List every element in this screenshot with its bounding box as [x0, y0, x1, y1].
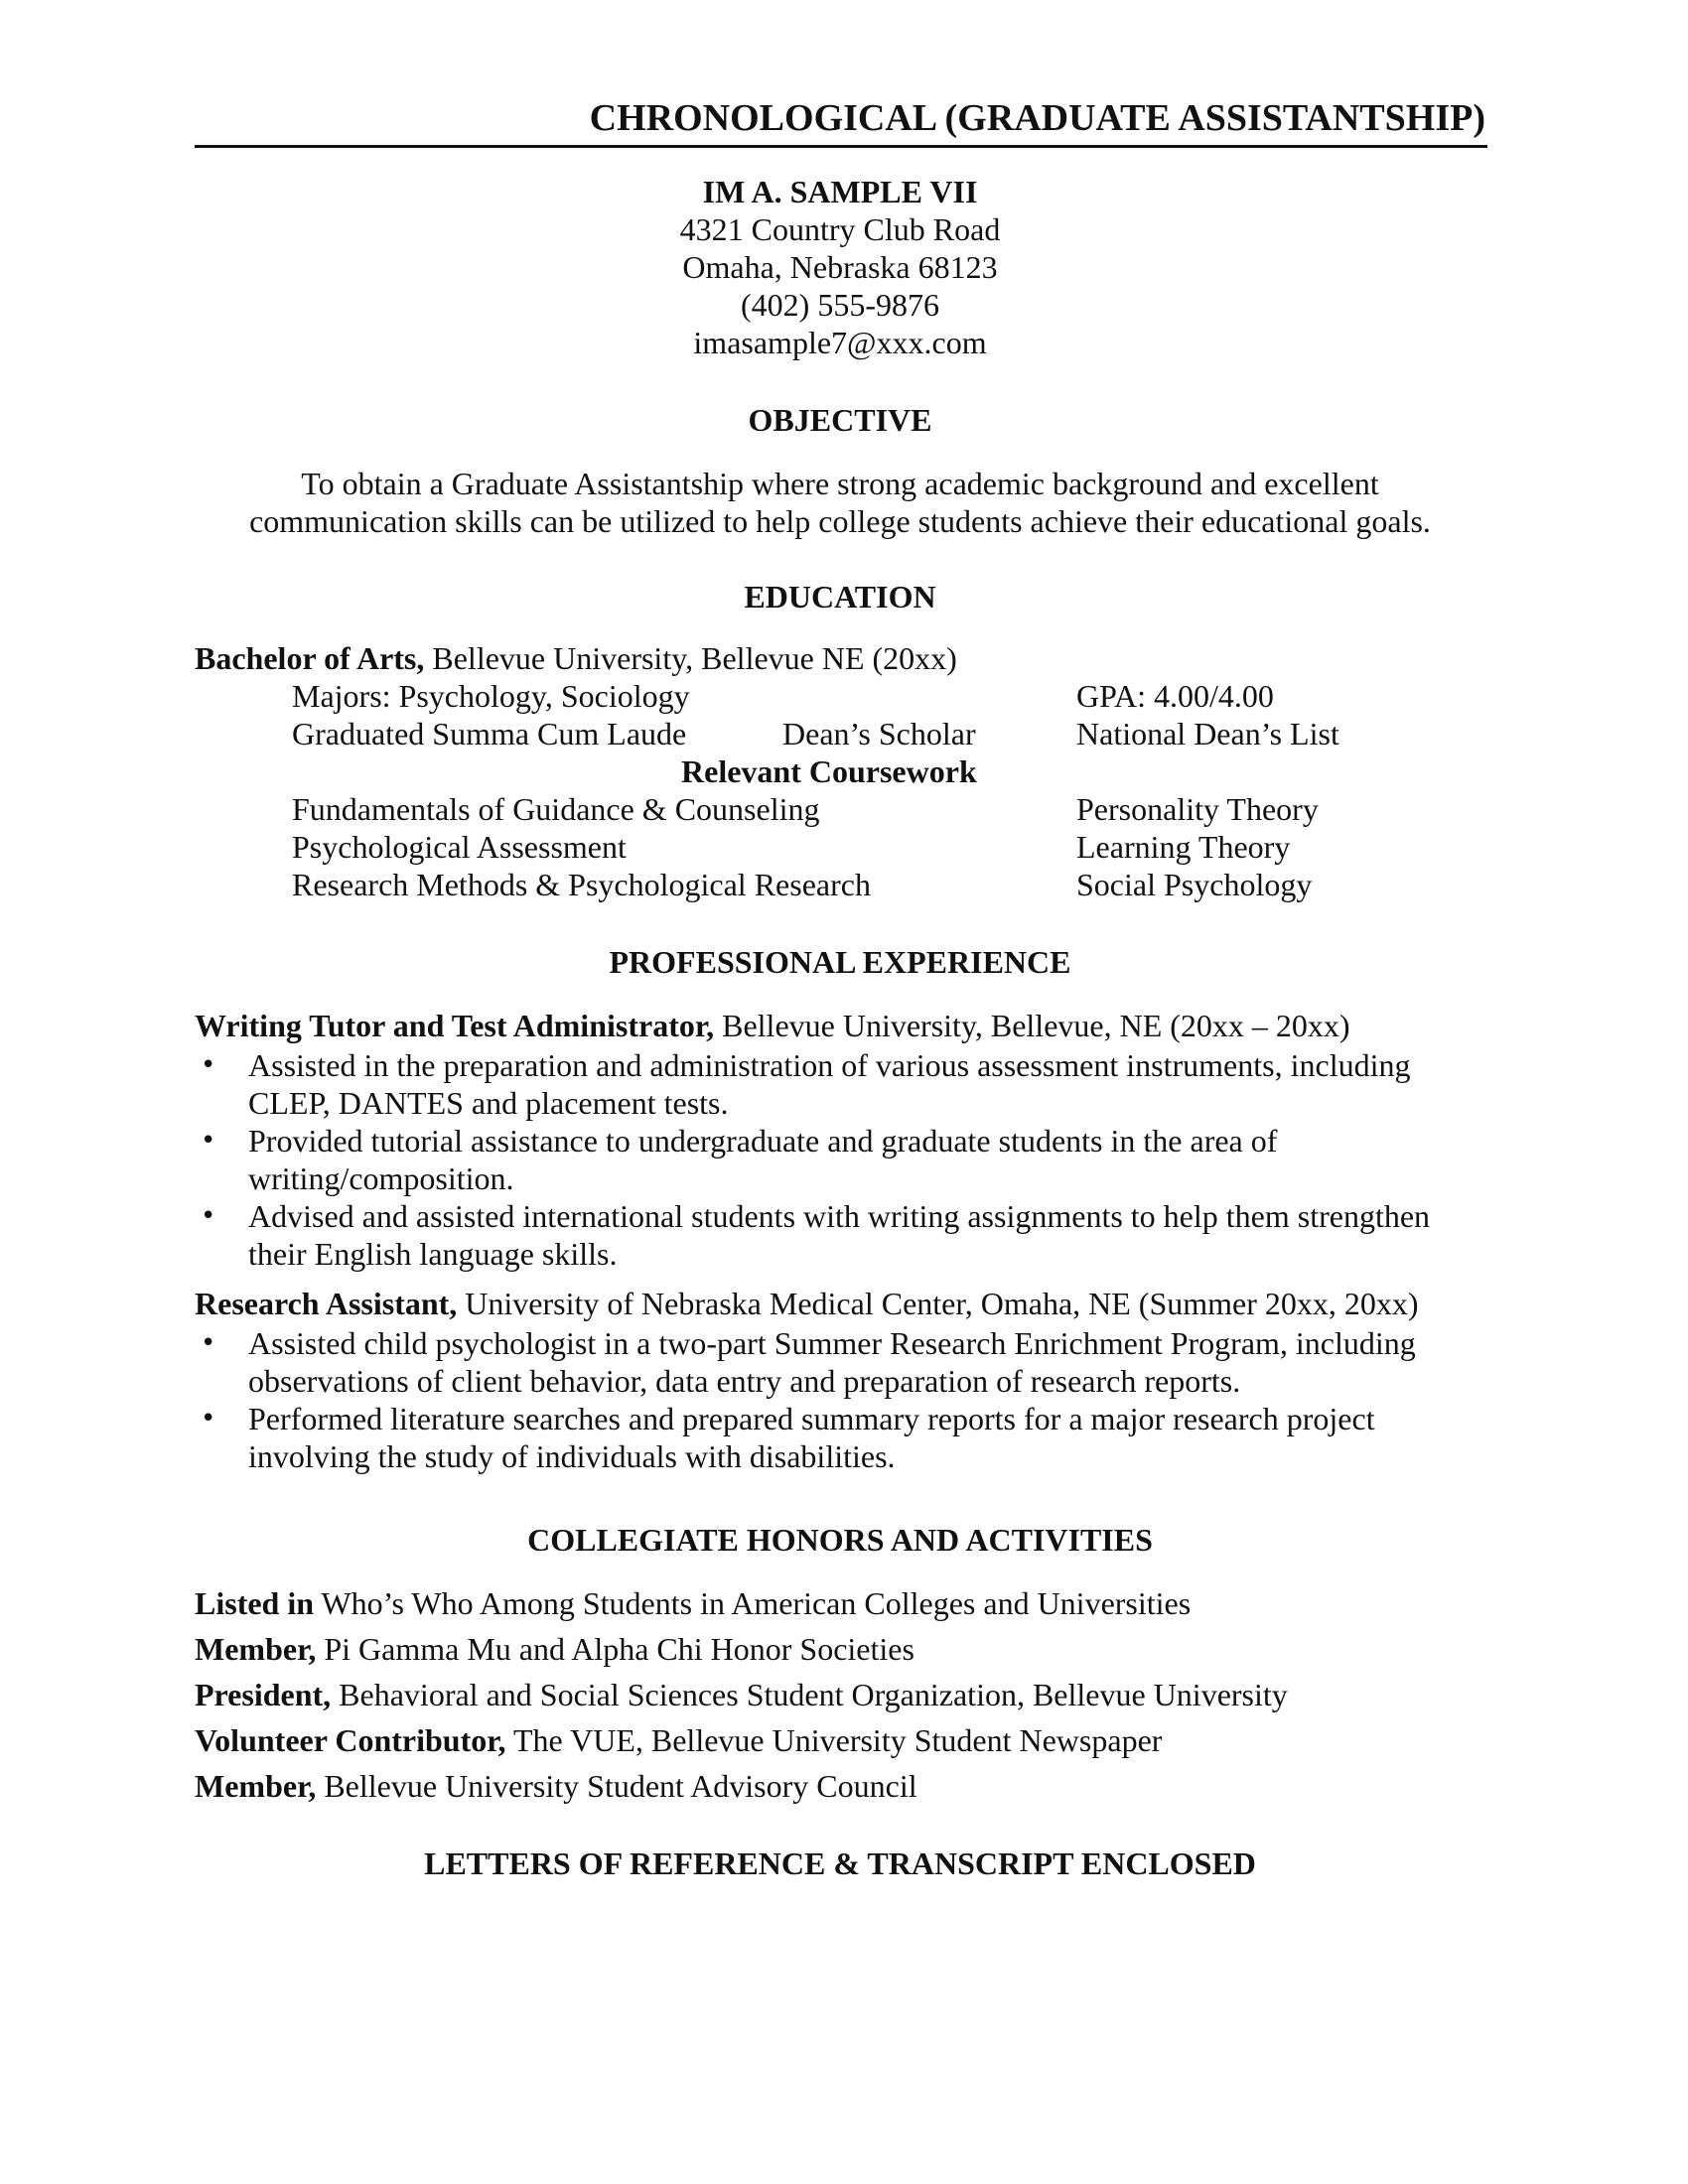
honor-label: Member, [195, 1768, 317, 1804]
honor-item [195, 1630, 914, 1668]
course-item: Psychological Assessment [292, 829, 627, 865]
bullet-text: involving the study of individuals with disabilities. [248, 1438, 896, 1474]
honor-item [195, 1721, 1162, 1759]
contact-details [195, 210, 1485, 361]
objective-heading: OBJECTIVE [748, 402, 932, 438]
bullet-text: Assisted in the preparation and administration of various assessment instruments, including [248, 1047, 1411, 1083]
honor-text: The VUE, Bellevue University Student Newspaper [512, 1722, 1163, 1758]
honor-summa-cum-laude: Graduated Summa Cum Laude [292, 716, 687, 751]
degree-school: Bellevue University, Bellevue NE (20xx) [432, 640, 957, 676]
honor-deans-scholar: Dean’s Scholar [782, 716, 976, 751]
job-header [195, 1007, 1350, 1044]
objective-line: To obtain a Graduate Assistantship where strong academic background and excellent [301, 466, 1379, 501]
bullet-text: Assisted child psychologist in a two-part Summer Research Enrichment Program, including [248, 1325, 1416, 1361]
honors-heading: COLLEGIATE HONORS AND ACTIVITIES [527, 1522, 1153, 1558]
closing-statement: LETTERS OF REFERENCE & TRANSCRIPT ENCLOSED [424, 1845, 1256, 1881]
honor-label: President, [195, 1677, 332, 1712]
degree-line [195, 639, 957, 677]
contact-phone: (402) 555-9876 [741, 287, 939, 323]
list-item [195, 1046, 1505, 1122]
bullet-text: observations of client behavior, data entry and preparation of research reports. [248, 1363, 1241, 1399]
job-organization: University of Nebraska Medical Center, Omaha, NE (Summer 20xx, 20xx) [465, 1286, 1419, 1321]
coursework-heading: Relevant Coursework [681, 753, 977, 789]
job-bullets [195, 1324, 1505, 1475]
bullet-icon: • [201, 1126, 216, 1156]
honor-text: Pi Gamma Mu and Alpha Chi Honor Societies [324, 1631, 914, 1667]
bullet-text: Advised and assisted international students with writing assignments to help them strengthen [248, 1198, 1431, 1234]
job-bullets [195, 1046, 1505, 1273]
honor-text: Behavioral and Social Sciences Student Organization, Bellevue University [339, 1677, 1288, 1712]
degree-name: Bachelor of Arts, [195, 640, 425, 676]
experience-heading: PROFESSIONAL EXPERIENCE [609, 944, 1071, 980]
document-title: CHRONOLOGICAL (GRADUATE ASSISTANTSHIP) [589, 97, 1485, 139]
list-item [195, 1324, 1505, 1400]
honor-label: Listed in [195, 1585, 315, 1621]
contact-name: IM A. SAMPLE VII [702, 174, 978, 209]
honor-item [195, 1676, 1288, 1713]
honor-label: Volunteer Contributor, [195, 1722, 506, 1758]
course-item: Social Psychology [1076, 867, 1313, 902]
list-item [195, 1122, 1505, 1197]
honor-text: Who’s Who Among Students in American Colleges and Universities [321, 1585, 1192, 1621]
majors: Majors: Psychology, Sociology [292, 678, 690, 714]
honor-text: Bellevue University Student Advisory Council [324, 1768, 917, 1804]
course-item: Fundamentals of Guidance & Counseling [292, 791, 820, 827]
job-header [195, 1285, 1419, 1322]
gpa: GPA: 4.00/4.00 [1076, 678, 1274, 714]
contact-city: Omaha, Nebraska 68123 [682, 249, 998, 285]
title-underline [195, 145, 1487, 148]
job-title: Research Assistant, [195, 1286, 458, 1321]
course-item: Research Methods & Psychological Research [292, 867, 871, 902]
bullet-text: their English language skills. [248, 1236, 618, 1272]
bullet-icon: • [201, 1201, 216, 1231]
bullet-text: Provided tutorial assistance to undergraduate and graduate students in the area of [248, 1123, 1278, 1159]
job-title: Writing Tutor and Test Administrator, [195, 1008, 715, 1043]
list-item [195, 1197, 1505, 1273]
bullet-icon: • [201, 1404, 216, 1433]
bullet-text: Performed literature searches and prepared summary reports for a major research project [248, 1401, 1375, 1436]
course-item: Learning Theory [1076, 829, 1291, 865]
honor-label: Member, [195, 1631, 317, 1667]
honor-item [195, 1767, 917, 1805]
honor-national-deans-list: National Dean’s List [1076, 716, 1339, 751]
education-heading: EDUCATION [744, 579, 936, 614]
bullet-text: CLEP, DANTES and placement tests. [248, 1085, 729, 1121]
course-item: Personality Theory [1076, 791, 1319, 827]
honor-item [195, 1584, 1191, 1622]
objective-line: communication skills can be utilized to help college students achieve their educational goals. [249, 503, 1431, 539]
bullet-icon: • [201, 1328, 216, 1358]
list-item [195, 1400, 1505, 1475]
job-organization: Bellevue University, Bellevue, NE (20xx – 20xx) [722, 1008, 1350, 1043]
bullet-icon: • [201, 1050, 216, 1080]
objective-text [195, 465, 1485, 540]
bullet-text: writing/composition. [248, 1160, 514, 1196]
contact-email: imasample7@xxx.com [693, 325, 987, 360]
contact-address: 4321 Country Club Road [679, 211, 1001, 247]
